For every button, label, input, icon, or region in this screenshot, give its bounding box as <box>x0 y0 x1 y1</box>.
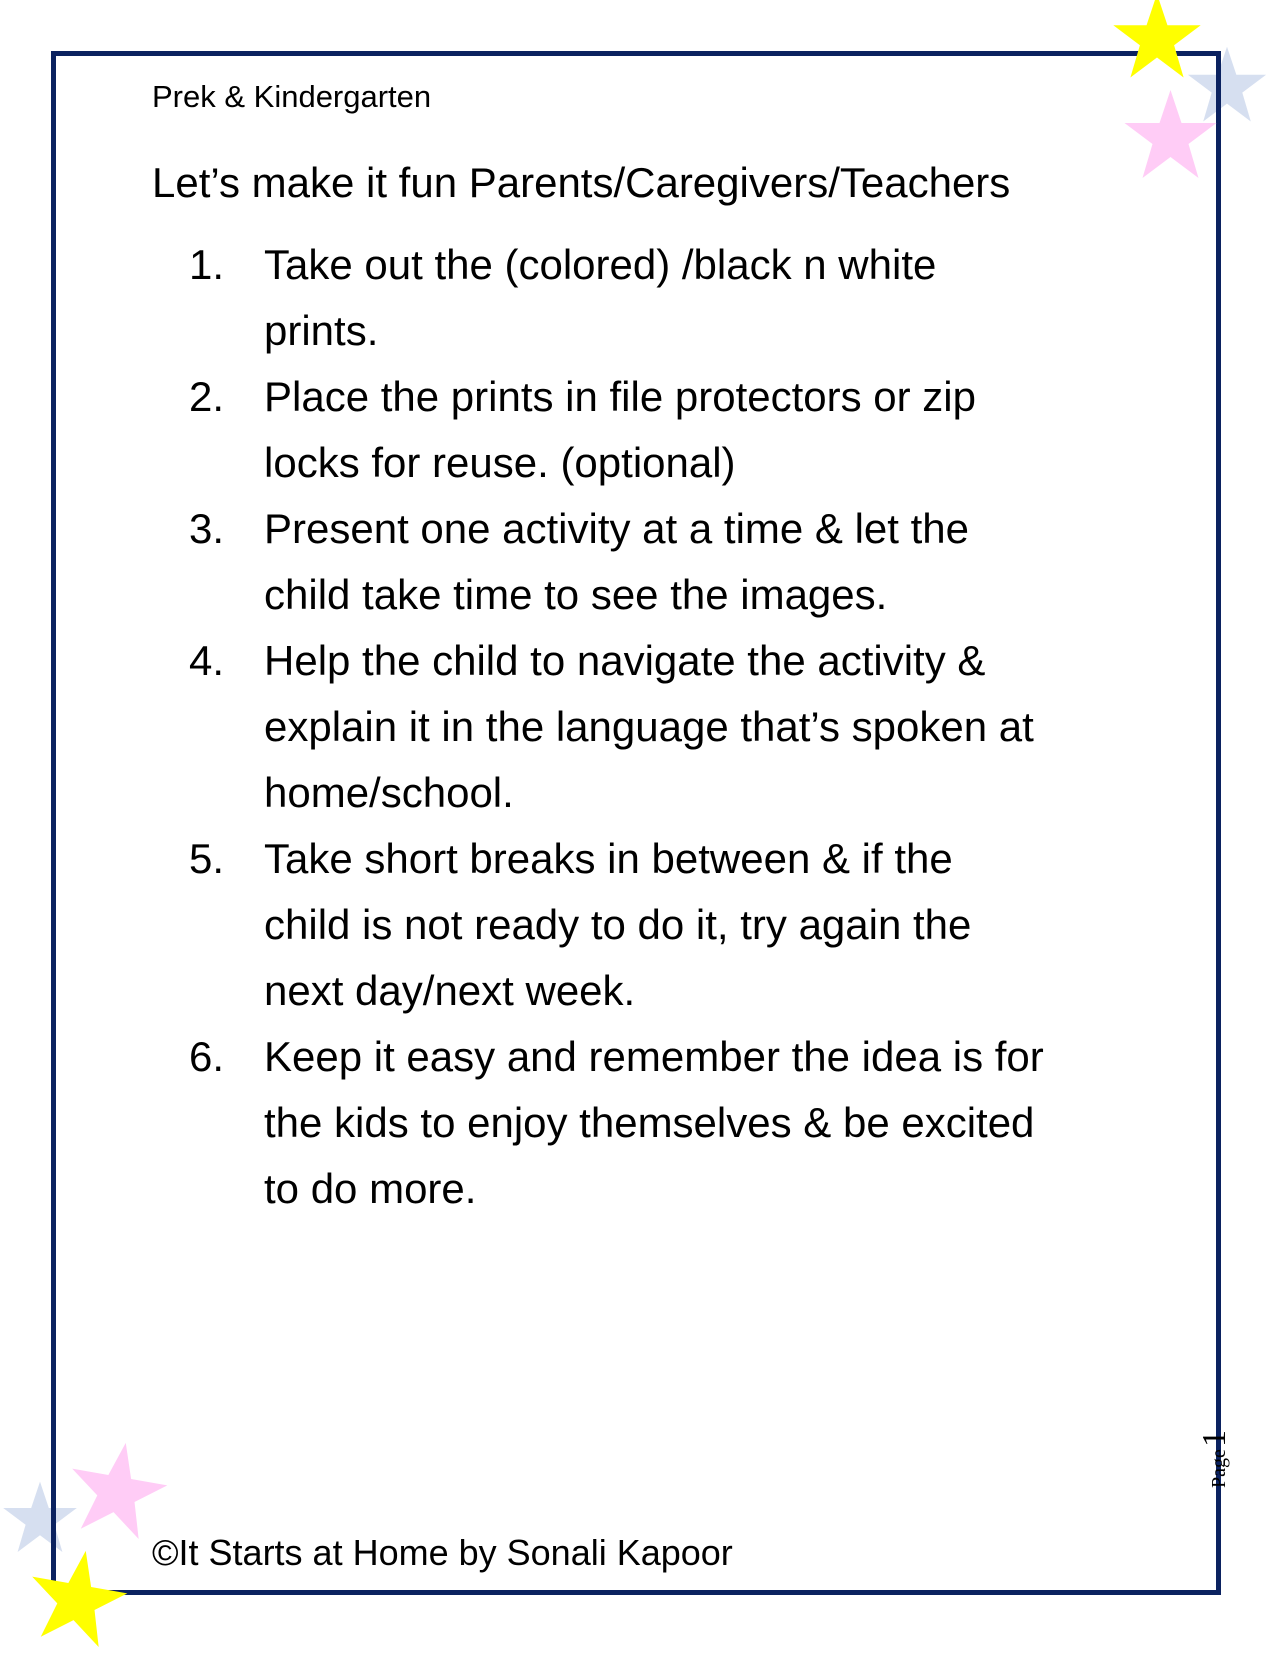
step-line: Help the child to navigate the activity & <box>264 637 986 684</box>
document-title: Let’s make it fun Parents/Caregivers/Teachers <box>152 159 1011 206</box>
page-label: Page <box>1207 1449 1230 1488</box>
step-number: 3. <box>189 505 225 552</box>
star-pink-icon <box>62 1440 172 1545</box>
list-item <box>0 628 1275 826</box>
step-line: Take out the (colored) /black n white <box>264 241 937 288</box>
star-pink-icon <box>1118 88 1223 188</box>
step-number: 1. <box>189 241 225 288</box>
list-item <box>0 1024 1275 1222</box>
list-item <box>0 364 1275 496</box>
step-line: locks for reuse. (optional) <box>264 439 736 486</box>
step-number: 5. <box>189 835 225 882</box>
star-yellow-icon <box>22 1548 132 1653</box>
copyright-footer: ©It Starts at Home by Sonali Kapoor <box>152 1532 733 1573</box>
step-number: 6. <box>189 1033 225 1080</box>
step-line: Keep it easy and remember the idea is for <box>264 1033 1044 1080</box>
step-line: prints. <box>264 307 379 354</box>
page-number <box>1196 1430 1234 1488</box>
step-line: Place the prints in file protectors or zip <box>264 373 976 420</box>
step-line: to do more. <box>264 1165 477 1212</box>
step-text <box>264 628 1124 826</box>
instructions-list <box>0 232 1275 1222</box>
list-item <box>0 826 1275 1024</box>
step-text <box>264 364 1124 496</box>
step-line: Take short breaks in between & if the <box>264 835 953 882</box>
step-line: the kids to enjoy themselves & be excited <box>264 1099 1035 1146</box>
step-text <box>264 496 1124 628</box>
step-number: 4. <box>189 637 225 684</box>
step-line: child is not ready to do it, try again the <box>264 901 972 948</box>
step-line: Present one activity at a time & let the <box>264 505 970 552</box>
step-text <box>264 826 1124 1024</box>
step-line: next day/next week. <box>264 967 636 1014</box>
step-text <box>264 1024 1124 1222</box>
page-value: 1 <box>1195 1430 1233 1448</box>
list-item <box>0 496 1275 628</box>
step-number: 2. <box>189 373 225 420</box>
step-line: explain it in the language that’s spoken at <box>264 703 1034 750</box>
list-item <box>0 232 1275 364</box>
step-text <box>264 232 1124 364</box>
step-line: home/school. <box>264 769 514 816</box>
document-header: Prek & Kindergarten <box>152 79 432 114</box>
step-line: child take time to see the images. <box>264 571 888 618</box>
star-yellow-icon <box>1102 0 1212 87</box>
